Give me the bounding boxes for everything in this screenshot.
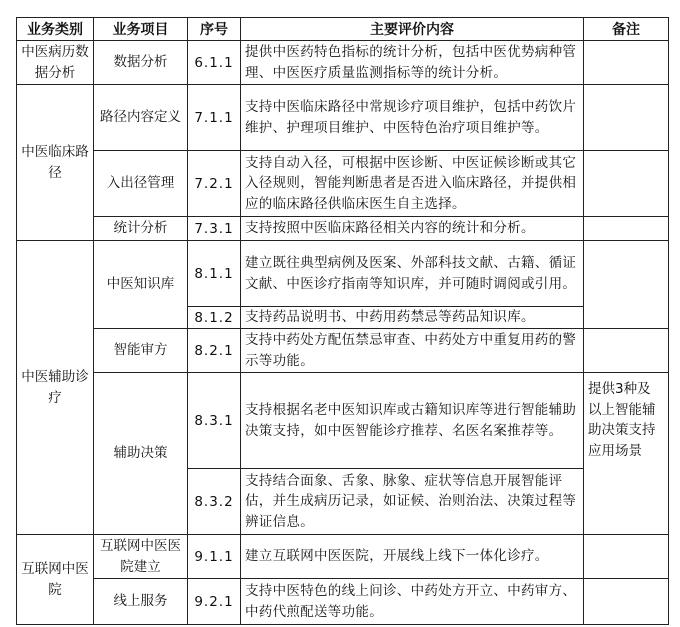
- number-cell: 6.1.1: [188, 41, 241, 85]
- note-cell: [584, 535, 669, 579]
- number-cell: 8.3.1: [188, 373, 241, 469]
- item-cell: 数据分析: [94, 41, 188, 85]
- number-cell: 7.1.1: [188, 85, 241, 151]
- note-cell: [584, 85, 669, 151]
- category-cell: 中医病历数据分析: [17, 41, 94, 85]
- note-cell: [584, 41, 669, 85]
- header-content: 主要评价内容: [241, 18, 584, 41]
- content-cell: 支持中医临床路径中常规诊疗项目维护，包括中药饮片维护、护理项目维护、中医特色治疗项目维护等。: [241, 85, 584, 151]
- content-cell: 支持中药处方配伍禁忌审查、中药处方中重复用药的警示等功能。: [241, 329, 584, 373]
- note-cell: [584, 579, 669, 625]
- table-row: [17, 41, 669, 85]
- table-header-row: [17, 18, 669, 41]
- content-cell: 支持中医特色的线上问诊、中药处方开立、中药审方、中药代煎配送等功能。: [241, 579, 584, 625]
- content-cell: 提供中医药特色指标的统计分析，包括中医优势病种管理、中医医疗质量监测指标等的统计分析。: [241, 41, 584, 85]
- number-cell: 9.2.1: [188, 579, 241, 625]
- item-cell: 入出径管理: [94, 151, 188, 217]
- table-row: [17, 217, 669, 241]
- item-cell: 互联网中医医院建立: [94, 535, 188, 579]
- header-note: 备注: [584, 18, 669, 41]
- number-cell: 7.2.1: [188, 151, 241, 217]
- number-cell: 8.1.1: [188, 241, 241, 307]
- table-row: [17, 579, 669, 625]
- number-cell: 9.1.1: [188, 535, 241, 579]
- header-item: 业务项目: [94, 18, 188, 41]
- category-cell: 互联网中医院: [17, 535, 94, 625]
- item-cell: 线上服务: [94, 579, 188, 625]
- content-cell: 支持结合面象、舌象、脉象、症状等信息开展智能评估，并生成病历记录，如证候、治则治法、决策过程等辨证信息。: [241, 469, 584, 535]
- item-cell: 中医知识库: [94, 241, 188, 329]
- table-row: [17, 241, 669, 307]
- header-number: 序号: [188, 18, 241, 41]
- content-cell: 支持根据名老中医知识库或古籍知识库等进行智能辅助决策支持，如中医智能诊疗推荐、名医名案推荐等。: [241, 373, 584, 469]
- number-cell: 7.3.1: [188, 217, 241, 241]
- content-cell: 建立互联网中医医院，开展线上线下一体化诊疗。: [241, 535, 584, 579]
- number-cell: 8.2.1: [188, 329, 241, 373]
- evaluation-table: [16, 17, 669, 625]
- note-cell: [584, 329, 669, 373]
- content-cell: 建立既往典型病例及医案、外部科技文献、古籍、循证文献、中医诊疗指南等知识库，并可随时调阅或引用。: [241, 241, 584, 307]
- note-cell: [584, 241, 669, 329]
- item-cell: 智能审方: [94, 329, 188, 373]
- number-cell: 8.1.2: [188, 307, 241, 329]
- table-row: [17, 151, 669, 217]
- content-cell: 支持按照中医临床路径相关内容的统计和分析。: [241, 217, 584, 241]
- table-row: [17, 85, 669, 151]
- content-cell: 支持自动入径，可根据中医诊断、中医证候诊断或其它入径规则，智能判断患者是否进入临床路径，并提供相应的临床路径供临床医生自主选择。: [241, 151, 584, 217]
- note-cell: [584, 217, 669, 241]
- content-cell: 支持药品说明书、中药用药禁忌等药品知识库。: [241, 307, 584, 329]
- table-row: [17, 329, 669, 373]
- item-cell: 统计分析: [94, 217, 188, 241]
- item-cell: 辅助决策: [94, 373, 188, 535]
- header-category: 业务类别: [17, 18, 94, 41]
- table-row: [17, 535, 669, 579]
- note-cell: [584, 151, 669, 217]
- note-cell-decision-support: 提供3种及以上智能辅助决策支持应用场景: [584, 373, 669, 535]
- number-cell: 8.3.2: [188, 469, 241, 535]
- category-cell: 中医辅助诊疗: [17, 241, 94, 535]
- category-cell: 中医临床路径: [17, 85, 94, 241]
- table-row: [17, 373, 669, 469]
- item-cell: 路径内容定义: [94, 85, 188, 151]
